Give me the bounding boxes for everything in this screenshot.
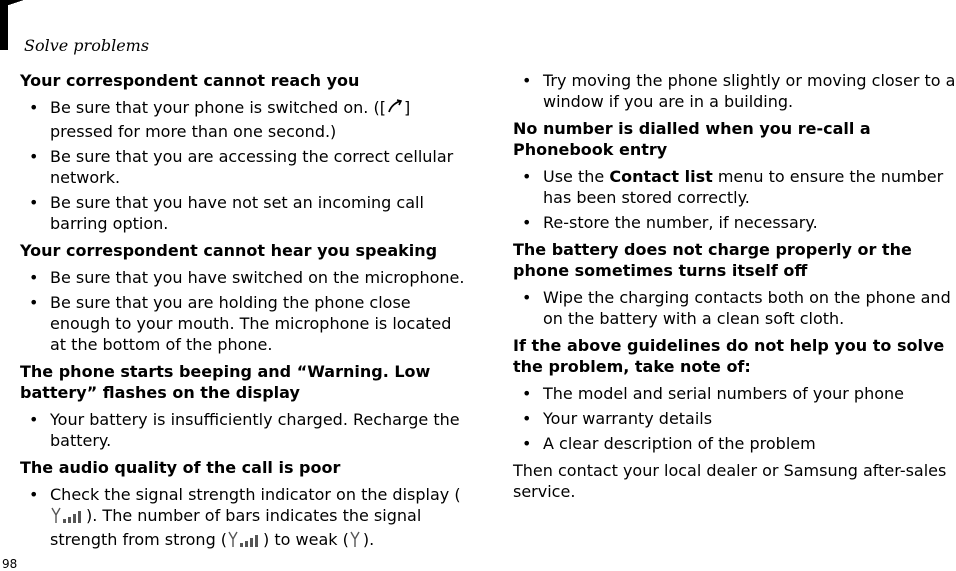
section-cannot-hear (20, 240, 470, 355)
bullet-list (513, 287, 956, 329)
bullet-list (513, 70, 956, 112)
list-item: • Wipe the charging contacts both on the phone and on the battery with a clean soft cloth. (513, 287, 956, 329)
section-heading: The phone starts beeping and “Warning. Low battery” flashes on the display (20, 362, 431, 402)
right-column (513, 70, 956, 502)
bullet-list (20, 409, 470, 451)
bullet-text: Be sure that your phone is switched on. ([ (50, 98, 386, 117)
power-end-key-icon (386, 98, 404, 121)
bullet-list (20, 267, 470, 355)
bullet-text: Check the signal strength indicator on the display ( (50, 485, 461, 504)
list-item (513, 166, 956, 208)
section-battery-charge (513, 239, 956, 329)
section-take-note (513, 335, 956, 454)
signal-strength-full-icon (50, 506, 86, 529)
header-accent-corner (0, 0, 24, 8)
section-heading: Your correspondent cannot hear you speaking (20, 241, 438, 260)
signal-strength-weak-icon (349, 530, 363, 553)
list-item: • Try moving the phone slightly or moving closer to a window if you are in a building. (513, 70, 956, 112)
list-item: • Be sure that you are holding the phone close enough to your mouth. The microphone is located at the bottom of the phone. (20, 292, 470, 355)
bullet-list (20, 484, 470, 553)
section-heading: No number is dialled when you re-call a Phonebook entry (513, 119, 871, 159)
section-heading: If the above guidelines do not help you to solve the problem, take note of: (513, 336, 945, 376)
closing-paragraph: Then contact your local dealer or Samsung after-sales service. (513, 461, 947, 501)
section-heading: Your correspondent cannot reach you (20, 71, 360, 90)
list-item: • Your battery is insufficiently charged. Recharge the battery. (20, 409, 470, 451)
bullet-text: ) to weak ( (263, 530, 349, 549)
bullet-list (513, 166, 956, 233)
section-no-number-dialled (513, 118, 956, 233)
signal-strength-full-icon (227, 530, 263, 553)
list-item (20, 484, 470, 553)
bullet-list (20, 97, 470, 234)
bullet-text: ] pressed for more than one second.) (50, 98, 411, 141)
list-item: • Be sure that you are accessing the correct cellular network. (20, 146, 470, 188)
list-item: • Be sure that you have switched on the microphone. (20, 267, 470, 288)
section-heading: The audio quality of the call is poor (20, 458, 341, 477)
list-item: • Your warranty details (513, 408, 956, 429)
bullet-text: Use the (543, 167, 610, 186)
page-header-title: Solve problems (24, 36, 150, 55)
bullet-text: ). (362, 530, 375, 549)
list-item: • Be sure that you have not set an incoming call barring option. (20, 192, 470, 234)
list-item (20, 97, 470, 142)
bullet-text: ). The number of bars indicates the signal strength from strong ( (50, 506, 422, 549)
list-item: • A clear description of the problem (513, 433, 956, 454)
section-audio-quality (20, 457, 470, 553)
list-item: • Re-store the number, if necessary. (513, 212, 956, 233)
left-column (20, 70, 470, 559)
section-low-battery (20, 361, 470, 451)
list-item: • The model and serial numbers of your phone (513, 383, 956, 404)
section-cannot-reach (20, 70, 470, 234)
bullet-list (513, 383, 956, 454)
menu-name-contact-list: Contact list (609, 167, 713, 186)
page-number: 98 (2, 557, 18, 571)
section-heading: The battery does not charge properly or the phone sometimes turns itself off (513, 240, 912, 280)
bullet-text: menu to ensure the number has been stored correctly. (543, 167, 944, 207)
